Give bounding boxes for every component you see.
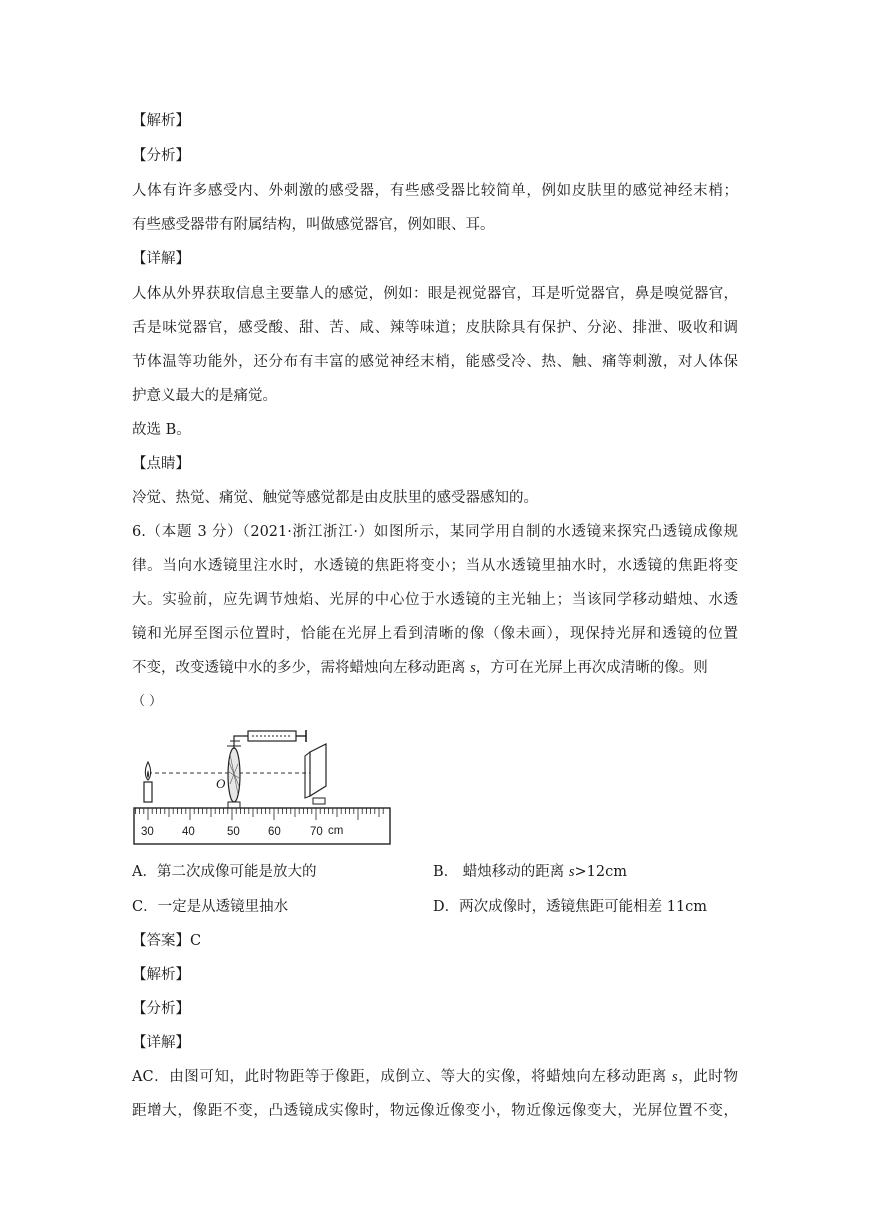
heading-xiangjie: 【详解】: [132, 1035, 190, 1051]
variable-s: s: [672, 1069, 678, 1085]
xiangjie-text-line: 人体从外界获取信息主要靠人的感觉，例如：眼是视觉器官，耳是听觉器官，鼻是嗅觉器官，: [132, 286, 738, 302]
heading-fenxi: 【分析】: [132, 1001, 190, 1017]
option-b-text: >12cm: [574, 864, 628, 880]
explanation-text: ，此时物: [677, 1069, 738, 1085]
optical-bench-figure: [130, 724, 394, 848]
light-screen-icon: [310, 744, 326, 796]
ruler: [134, 808, 390, 844]
optical-bench-diagram: [130, 724, 394, 848]
option-b: [433, 862, 627, 882]
explanation-line: [132, 1067, 738, 1087]
lens-center-label: O: [216, 776, 226, 791]
ruler-label: 70: [310, 826, 323, 838]
answer-parentheses: （ ）: [132, 694, 163, 709]
explanation-text: AC．由图可知，此时物距等于像距，成倒立、等大的实像，将蜡烛向左移动距离: [132, 1069, 673, 1085]
xiangjie-text-line: 舌是味觉器官，感受酸、甜、苦、咸、辣等味道；皮肤除具有保护、分泌、排泄、吸收和调: [132, 320, 738, 336]
ruler-label: 60: [268, 826, 281, 838]
heading-fenxi: 【分析】: [132, 148, 190, 164]
ruler-label: 30: [141, 826, 154, 838]
question-stem-line: 镜和光屏至图示位置时，恰能在光屏上看到清晰的像（像未画），现保持光屏和透镜的位置: [132, 626, 738, 642]
stem-text: ，方可在光屏上再次成清晰的像。则: [475, 660, 708, 676]
heading-jiexi: 【解析】: [132, 113, 190, 129]
lens-base: [228, 802, 240, 808]
fenxi-text-line: 人体有许多感受内、外刺激的感受器，有些感受器比较简单，例如皮肤里的感觉神经末梢；: [132, 183, 738, 199]
question-stem-line: 6.（本题 3 分）（2021·浙江浙江·）如图所示，某同学用自制的水透镜来探究凸透镜成像规: [132, 524, 738, 540]
dianjing-text: 冷觉、热觉、痛觉、触觉等感觉都是由皮肤里的感受器感知的。: [132, 490, 538, 506]
conclusion-text: 故选 B。: [132, 422, 191, 438]
option-b-text: B． 蜡烛移动的距离: [433, 864, 569, 880]
option-d: D．两次成像时，透镜焦距可能相差 11cm: [433, 899, 708, 915]
question-stem-line: [132, 658, 708, 678]
option-c: C．一定是从透镜里抽水: [132, 899, 289, 915]
question-stem-line: 律。当向水透镜里注水时，水透镜的焦距将变小；当从水透镜里抽水时，水透镜的焦距将变: [132, 558, 738, 574]
ruler-label: 40: [182, 826, 195, 838]
variable-s: s: [470, 660, 476, 676]
heading-dianjing: 【点睛】: [132, 456, 190, 472]
ruler-unit: cm: [328, 825, 344, 837]
fenxi-text-line: 有些感受器带有附属结构，叫做感觉器官，例如眼、耳。: [132, 217, 495, 233]
option-a: A．第二次成像可能是放大的: [132, 864, 317, 880]
question-stem-line: 大。实验前，应先调节烛焰、光屏的中心位于水透镜的主光轴上；当该同学移动蜡烛、水透: [132, 592, 738, 608]
ruler-label: 50: [227, 826, 240, 838]
explanation-line: 距增大，像距不变，凸透镜成实像时，物远像近像变小，物近像远像变大，光屏位置不变，: [132, 1103, 738, 1119]
heading-xiangjie: 【详解】: [132, 251, 190, 267]
xiangjie-text-line: 护意义最大的是痛觉。: [132, 388, 277, 404]
answer-line: 【答案】C: [132, 933, 202, 949]
heading-jiexi: 【解析】: [132, 967, 190, 983]
stem-text: 不变，改变透镜中水的多少，需将蜡烛向左移动距离: [132, 660, 471, 676]
candle-icon: [144, 782, 152, 802]
xiangjie-text-line: 节体温等功能外，还分布有丰富的感觉神经末梢，能感受冷、热、触、痛等刺激，对人体保: [132, 354, 738, 370]
variable-s: s: [568, 864, 575, 880]
screen-base: [313, 798, 325, 804]
